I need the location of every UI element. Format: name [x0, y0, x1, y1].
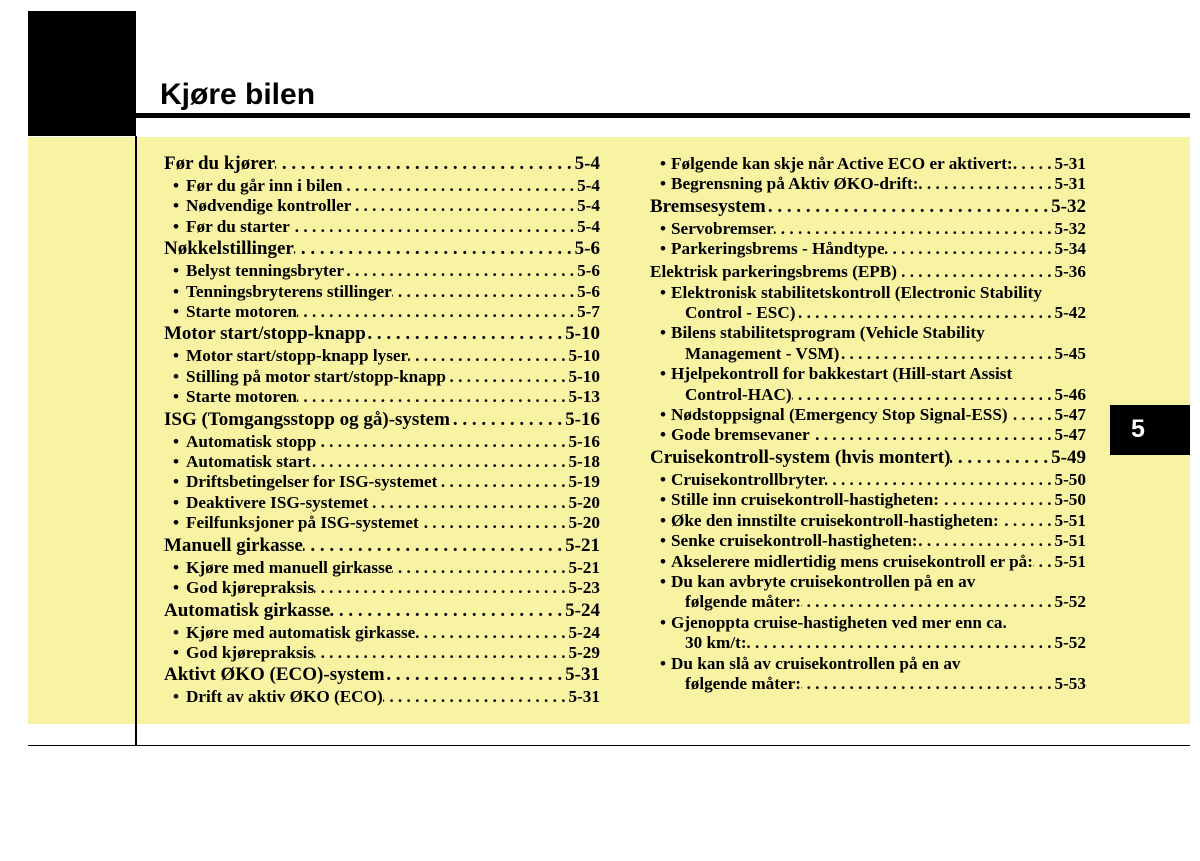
toc-page-number: 5-10	[568, 346, 600, 366]
leader-dots	[446, 367, 569, 387]
toc-entry	[164, 282, 600, 302]
toc-page-number: 5-20	[568, 513, 600, 533]
toc-section-heading	[164, 408, 600, 432]
toc-label: Servobremser	[671, 218, 774, 238]
bullet: •	[173, 578, 180, 598]
toc-page-number: 5-7	[577, 302, 600, 322]
toc-page-number: 5-46	[1054, 384, 1086, 404]
toc-entry	[164, 367, 600, 387]
toc-label: Driftsbetingelser for ISG-systemet	[186, 472, 438, 492]
leader-dots	[392, 558, 568, 578]
toc-section-heading	[164, 237, 600, 261]
toc-entry-line	[650, 592, 1086, 612]
toc-label: Stilling på motor start/stopp-knapp	[186, 366, 446, 386]
toc-entry-line	[650, 385, 1086, 405]
toc-label: Starte motoren	[186, 302, 297, 322]
toc-page-number: 5-31	[565, 664, 600, 686]
toc-label: Nødvendige kontroller	[186, 196, 352, 216]
toc-entry	[650, 613, 1086, 654]
toc-label: Belyst tenningsbryter	[186, 261, 345, 281]
bullet: •	[660, 653, 667, 673]
toc-entry	[164, 623, 600, 643]
leader-dots	[314, 643, 568, 663]
toc-entry	[164, 643, 600, 663]
toc-page-number: 5-21	[568, 557, 600, 577]
bullet: •	[660, 510, 667, 530]
leader-dots	[885, 239, 1055, 259]
toc-entry	[650, 154, 1086, 174]
leader-dots	[450, 408, 565, 432]
toc-entry	[650, 654, 1086, 695]
toc-entry-line	[650, 344, 1086, 364]
toc-label: Før du går inn i bilen	[186, 176, 343, 195]
bullet: •	[173, 472, 180, 492]
toc-entry	[164, 558, 600, 578]
toc-label: Cruisekontrollbryter	[671, 469, 826, 489]
indent-spacer	[650, 592, 685, 612]
toc-label: Cruisekontroll-system (hvis montert)	[650, 446, 951, 468]
leader-dots	[314, 578, 568, 598]
bullet: •	[173, 387, 180, 407]
toc-column-left	[164, 152, 600, 708]
bullet: •	[660, 174, 667, 194]
toc-label: Automatisk stopp	[186, 431, 317, 451]
bullet: •	[660, 551, 667, 571]
toc-page-number: 5-36	[1054, 261, 1086, 281]
toc-entry-line	[650, 674, 1086, 694]
toc-entry	[164, 472, 600, 492]
leader-dots	[297, 387, 569, 407]
toc-page-number: 5-51	[1054, 551, 1086, 571]
leader-dots	[950, 446, 1051, 470]
bullet: •	[173, 452, 180, 472]
toc-label: Tenningsbryterens stillinger	[186, 281, 392, 301]
toc-label: Parkeringsbrems - Håndtype	[671, 239, 885, 259]
toc-page-number: 5-18	[568, 452, 600, 472]
margin-rule	[135, 136, 137, 746]
bullet: •	[660, 490, 667, 510]
toc-page-number: 5-6	[577, 261, 600, 281]
footer-rule	[28, 745, 1190, 746]
toc-page-number: 5-53	[1054, 673, 1086, 693]
toc-label: Elektrisk parkeringsbrems (EPB)	[650, 261, 897, 281]
leader-dots	[792, 385, 1055, 405]
toc-page-number: 5-47	[1054, 425, 1086, 445]
toc-page-number: 5-20	[568, 492, 600, 512]
toc-entry-line	[650, 633, 1086, 653]
toc-label: Elektronisk stabilitetskontroll (Electronic Stability	[671, 282, 1042, 302]
toc-entry	[164, 196, 600, 216]
toc-page-number: 5-31	[568, 687, 600, 707]
toc-entry	[650, 239, 1086, 259]
toc-page-number: 5-6	[577, 281, 600, 301]
leader-dots	[392, 282, 577, 302]
toc-page-number: 5-29	[568, 642, 600, 662]
toc-label: Motor start/stopp-knapp lyser	[186, 346, 409, 366]
toc-entry	[164, 302, 600, 322]
indent-spacer	[650, 385, 685, 405]
bullet: •	[173, 366, 180, 386]
bullet: •	[173, 687, 180, 707]
bullet: •	[173, 642, 180, 662]
bullet: •	[173, 557, 180, 577]
toc-entry	[164, 687, 600, 707]
toc-entry	[650, 490, 1086, 510]
chapter-tab	[1110, 405, 1190, 455]
toc-label: Aktivt ØKO (ECO)-system	[164, 664, 385, 686]
toc-label: God kjørepraksis	[186, 578, 315, 598]
toc-section-heading	[650, 446, 1086, 470]
toc-page-number: 5-51	[1054, 510, 1086, 530]
bullet: •	[173, 261, 180, 281]
leader-dots	[918, 531, 1055, 551]
toc-label: Stille inn cruisekontroll-hastigheten:	[671, 490, 940, 510]
leader-dots	[351, 196, 577, 216]
toc-minor-heading	[650, 260, 1086, 283]
leader-dots	[344, 261, 577, 281]
bullet: •	[173, 346, 180, 366]
leader-dots	[1013, 154, 1055, 174]
toc-entry-line	[650, 303, 1086, 323]
indent-spacer	[650, 303, 685, 323]
toc-page-number: 5-19	[568, 472, 600, 492]
bullet: •	[660, 469, 667, 489]
toc-label: Følgende kan skje når Active ECO er aktivert:	[671, 154, 1013, 173]
toc-label: Feilfunksjoner på ISG-systemet	[186, 513, 419, 533]
leader-dots	[385, 663, 566, 687]
toc-label: God kjørepraksis	[186, 642, 315, 662]
toc-page-number: 5-34	[1054, 239, 1086, 259]
toc-entry	[650, 405, 1086, 425]
leader-dots	[766, 195, 1051, 219]
toc-entry-line	[650, 323, 1086, 343]
toc-label: Nødstoppsignal (Emergency Stop Signal-ESS)	[671, 405, 1008, 425]
toc-page-number: 5-6	[574, 238, 600, 260]
toc-label: Automatisk start	[186, 452, 311, 472]
toc-label: Før du starter	[186, 216, 290, 236]
toc-label: Control - ESC)	[685, 303, 796, 323]
toc-page-number: 5-42	[1054, 303, 1086, 323]
toc-label: følgende måter:	[685, 673, 801, 693]
toc-page-number: 5-52	[1054, 592, 1086, 612]
toc-label: Motor start/stopp-knapp	[164, 323, 366, 345]
leader-dots	[419, 513, 569, 533]
toc-page-number: 5-45	[1054, 343, 1086, 363]
toc-label: Senke cruisekontroll-hastigheten:	[671, 531, 918, 551]
bullet: •	[660, 323, 667, 343]
toc-page-number: 5-4	[574, 153, 600, 174]
toc-label: Bremsesystem	[650, 195, 766, 217]
toc-page-number: 5-4	[577, 196, 600, 216]
indent-spacer	[650, 344, 685, 364]
toc-entry	[164, 176, 600, 196]
toc-entry	[650, 364, 1086, 405]
bullet: •	[660, 531, 667, 551]
toc-label: Kjøre med manuell girkasse	[186, 557, 393, 577]
toc-label: ISG (Tomgangsstopp og gå)-system	[164, 408, 450, 430]
toc-section-heading	[164, 534, 600, 558]
toc-page-number: 5-16	[565, 408, 600, 430]
toc-entry	[650, 174, 1086, 194]
leader-dots	[939, 490, 1054, 510]
toc-entry	[164, 493, 600, 513]
leader-dots	[275, 152, 574, 176]
leader-dots	[383, 687, 569, 707]
toc-label: Gode bremsevaner	[671, 425, 810, 445]
leader-dots	[795, 303, 1054, 323]
toc-entry	[650, 425, 1086, 445]
toc-entry	[164, 346, 600, 366]
leader-dots	[297, 302, 577, 322]
toc-page-number: 5-52	[1054, 633, 1086, 653]
toc-label: Du kan avbryte cruisekontrollen på en av	[671, 571, 976, 591]
chapter-corner-block	[28, 11, 136, 136]
toc-page-number: 5-16	[568, 431, 600, 451]
toc-entry	[164, 432, 600, 452]
toc-label: Du kan slå av cruisekontrollen på en av	[671, 653, 961, 673]
bullet: •	[660, 405, 667, 425]
toc-entry-line	[650, 654, 1086, 674]
toc-label: Manuell girkasse	[164, 534, 303, 556]
toc-section-heading	[650, 195, 1086, 219]
leader-dots	[801, 674, 1055, 694]
toc-label: Begrensning på Aktiv ØKO-drift:	[671, 174, 919, 194]
bullet: •	[173, 196, 180, 216]
toc-label: Deaktivere ISG-systemet	[186, 492, 369, 512]
toc-label: Drift av aktiv ØKO (ECO)	[186, 687, 383, 707]
toc-entry-line	[650, 364, 1086, 384]
leader-dots	[774, 219, 1055, 239]
bullet: •	[173, 216, 180, 236]
leader-dots	[294, 237, 575, 261]
chapter-title: Kjøre bilen	[160, 78, 316, 111]
leader-dots	[919, 174, 1055, 194]
leader-dots	[810, 425, 1055, 445]
toc-section-heading	[164, 599, 600, 623]
bullet: •	[173, 176, 180, 195]
toc-page-number: 5-10	[568, 366, 600, 386]
leader-dots	[366, 322, 565, 346]
toc-page-number: 5-24	[565, 599, 600, 621]
toc-page-number: 5-50	[1054, 469, 1086, 489]
toc-entry	[164, 217, 600, 237]
indent-spacer	[650, 633, 685, 653]
toc-entry	[650, 572, 1086, 613]
toc-page-number: 5-50	[1054, 490, 1086, 510]
leader-dots	[825, 470, 1054, 490]
toc-label: Management - VSM)	[685, 343, 840, 363]
toc-page-number: 5-23	[568, 578, 600, 598]
chapter-number: 5	[1131, 415, 1145, 443]
toc-label: Hjelpekontroll for bakkestart (Hill-start Assist	[671, 364, 1013, 384]
leader-dots	[316, 432, 568, 452]
leader-dots	[415, 623, 568, 643]
leader-dots	[437, 472, 568, 492]
bullet: •	[173, 622, 180, 642]
toc-section-heading	[164, 322, 600, 346]
leader-dots	[747, 633, 1055, 653]
toc-label: Kjøre med automatisk girkasse	[186, 622, 416, 642]
toc-page-number: 5-13	[568, 387, 600, 407]
toc-label: Akselerere midlertidig mens cruisekontroll er på:	[671, 551, 1034, 571]
leader-dots	[408, 346, 568, 366]
leader-dots	[1008, 405, 1055, 425]
toc-label: Automatisk girkasse	[164, 599, 331, 621]
leader-dots	[369, 493, 569, 513]
indent-spacer	[650, 674, 685, 694]
toc-label: Starte motoren	[186, 387, 297, 407]
toc-section-heading	[164, 663, 600, 687]
bullet: •	[660, 282, 667, 302]
leader-dots	[801, 592, 1055, 612]
toc-page-number: 5-31	[1054, 174, 1086, 194]
toc-entry-line	[650, 283, 1086, 303]
leader-dots	[342, 176, 577, 196]
bullet: •	[173, 431, 180, 451]
bullet: •	[660, 425, 667, 445]
leader-dots	[290, 217, 577, 237]
toc-entry	[650, 511, 1086, 531]
bullet: •	[660, 218, 667, 238]
toc-label: Nøkkelstillinger	[164, 238, 294, 260]
toc-section-heading	[164, 152, 600, 176]
toc-entry	[164, 452, 600, 472]
toc-entry	[650, 531, 1086, 551]
bullet: •	[173, 513, 180, 533]
toc-entry	[164, 578, 600, 598]
leader-dots	[897, 260, 1054, 283]
leader-dots	[839, 344, 1054, 364]
bullet: •	[660, 612, 667, 632]
bullet: •	[660, 239, 667, 259]
toc-entry-line	[650, 613, 1086, 633]
bullet: •	[173, 492, 180, 512]
leader-dots	[303, 534, 565, 558]
toc-page-number: 5-51	[1054, 531, 1086, 551]
toc-page-number: 5-24	[568, 622, 600, 642]
toc-page-number: 5-4	[577, 216, 600, 236]
leader-dots	[999, 511, 1055, 531]
toc-entry	[164, 261, 600, 281]
toc-label: Control-HAC)	[685, 384, 792, 404]
toc-label: Gjenoppta cruise-hastigheten ved mer enn ca.	[671, 612, 1007, 632]
title-rule	[136, 113, 1190, 118]
toc-page-number: 5-10	[565, 323, 600, 345]
bullet: •	[173, 281, 180, 301]
toc-page-number: 5-31	[1054, 154, 1086, 173]
toc-entry	[650, 323, 1086, 364]
toc-label: følgende måter:	[685, 592, 801, 612]
toc-entry	[650, 219, 1086, 239]
toc-page-number: 5-21	[565, 534, 600, 556]
toc-entry	[164, 387, 600, 407]
bullet: •	[660, 571, 667, 591]
toc-label: Øke den innstilte cruisekontroll-hastigheten:	[671, 510, 999, 530]
toc-label: Bilens stabilitetsprogram (Vehicle Stability	[671, 323, 985, 343]
toc-page-number: 5-32	[1054, 218, 1086, 238]
bullet: •	[173, 302, 180, 322]
toc-page-number: 5-47	[1054, 405, 1086, 425]
toc-page-number: 5-4	[577, 176, 600, 195]
toc-label: Før du kjører	[164, 153, 276, 174]
toc-entry	[650, 283, 1086, 324]
toc-entry	[164, 513, 600, 533]
toc-entry	[650, 470, 1086, 490]
leader-dots	[311, 452, 569, 472]
leader-dots	[330, 599, 565, 623]
bullet: •	[660, 154, 667, 173]
leader-dots	[1033, 552, 1054, 572]
toc-page-number: 5-32	[1051, 195, 1086, 217]
toc-column-right	[650, 154, 1086, 694]
toc-page-number: 5-49	[1051, 446, 1086, 468]
toc-entry	[650, 552, 1086, 572]
toc-label: 30 km/t:	[685, 633, 747, 653]
bullet: •	[660, 364, 667, 384]
toc-entry-line	[650, 572, 1086, 592]
